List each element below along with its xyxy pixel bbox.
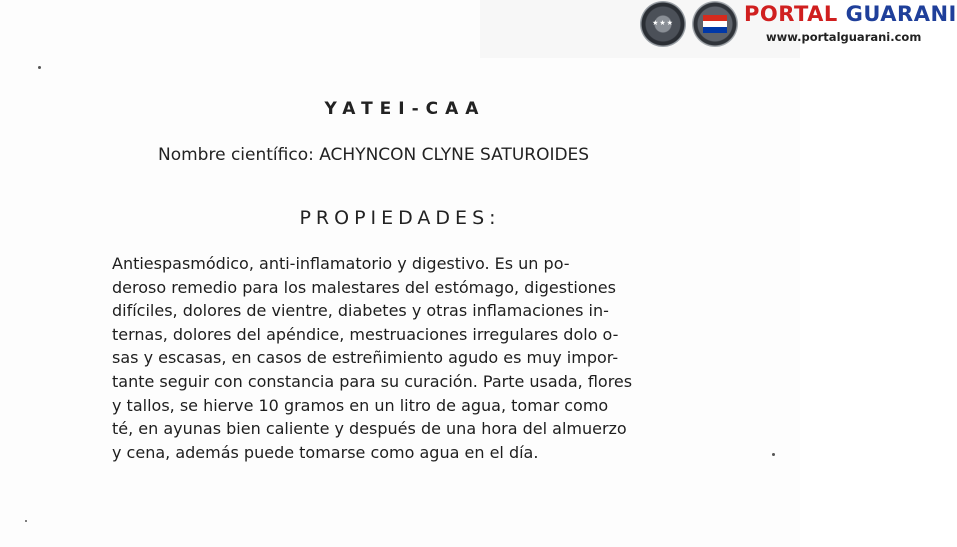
document-title: YATEI-CAA <box>324 99 486 119</box>
paragraph-line: y tallos, se hierve 10 gramos en un litro de agua, tomar como <box>112 395 609 415</box>
paraguay-flag-seal-icon <box>692 1 738 47</box>
properties-paragraph <box>112 252 692 464</box>
paragraph-line: Antiespasmódico, anti-inflamatorio y digestivo. Es un po- <box>112 254 570 273</box>
scientific-name: Nombre científico: ACHYNCON CLYNE SATUROIDES <box>158 145 590 165</box>
section-heading: PROPIEDADES: <box>299 207 501 229</box>
brand-word-portal: PORTAL <box>744 2 838 26</box>
scan-speck <box>25 520 27 522</box>
portal-guarani-watermark[interactable] <box>480 0 957 58</box>
seal-stars: ★★★ <box>652 19 674 27</box>
scan-speck <box>38 66 41 69</box>
seal-emblem-icon <box>640 1 686 47</box>
flag-icon <box>703 15 727 33</box>
paragraph-line: tante seguir con constancia para su curación. Parte usada, flores <box>112 371 633 391</box>
paragraph-line: difíciles, dolores de vientre, diabetes y otras inflamaciones in- <box>112 301 609 321</box>
paragraph-line: sas y escasas, en casos de estreñimiento agudo es muy impor- <box>112 348 619 368</box>
brand-name <box>744 2 957 26</box>
brand-url[interactable]: www.portalguarani.com <box>766 30 922 44</box>
brand-word-guarani: GUARANI <box>845 2 957 26</box>
paragraph-line: té, en ayunas bien caliente y después de una hora del almuerzo <box>112 419 627 439</box>
scan-speck <box>772 453 775 456</box>
paragraph-line: deroso remedio para los malestares del estómago, digestiones <box>112 277 616 297</box>
paragraph-line: y cena, además puede tomarse como agua en el día. <box>112 442 539 462</box>
paragraph-line: ternas, dolores del apéndice, mestruaciones irregulares dolo o- <box>112 324 619 344</box>
